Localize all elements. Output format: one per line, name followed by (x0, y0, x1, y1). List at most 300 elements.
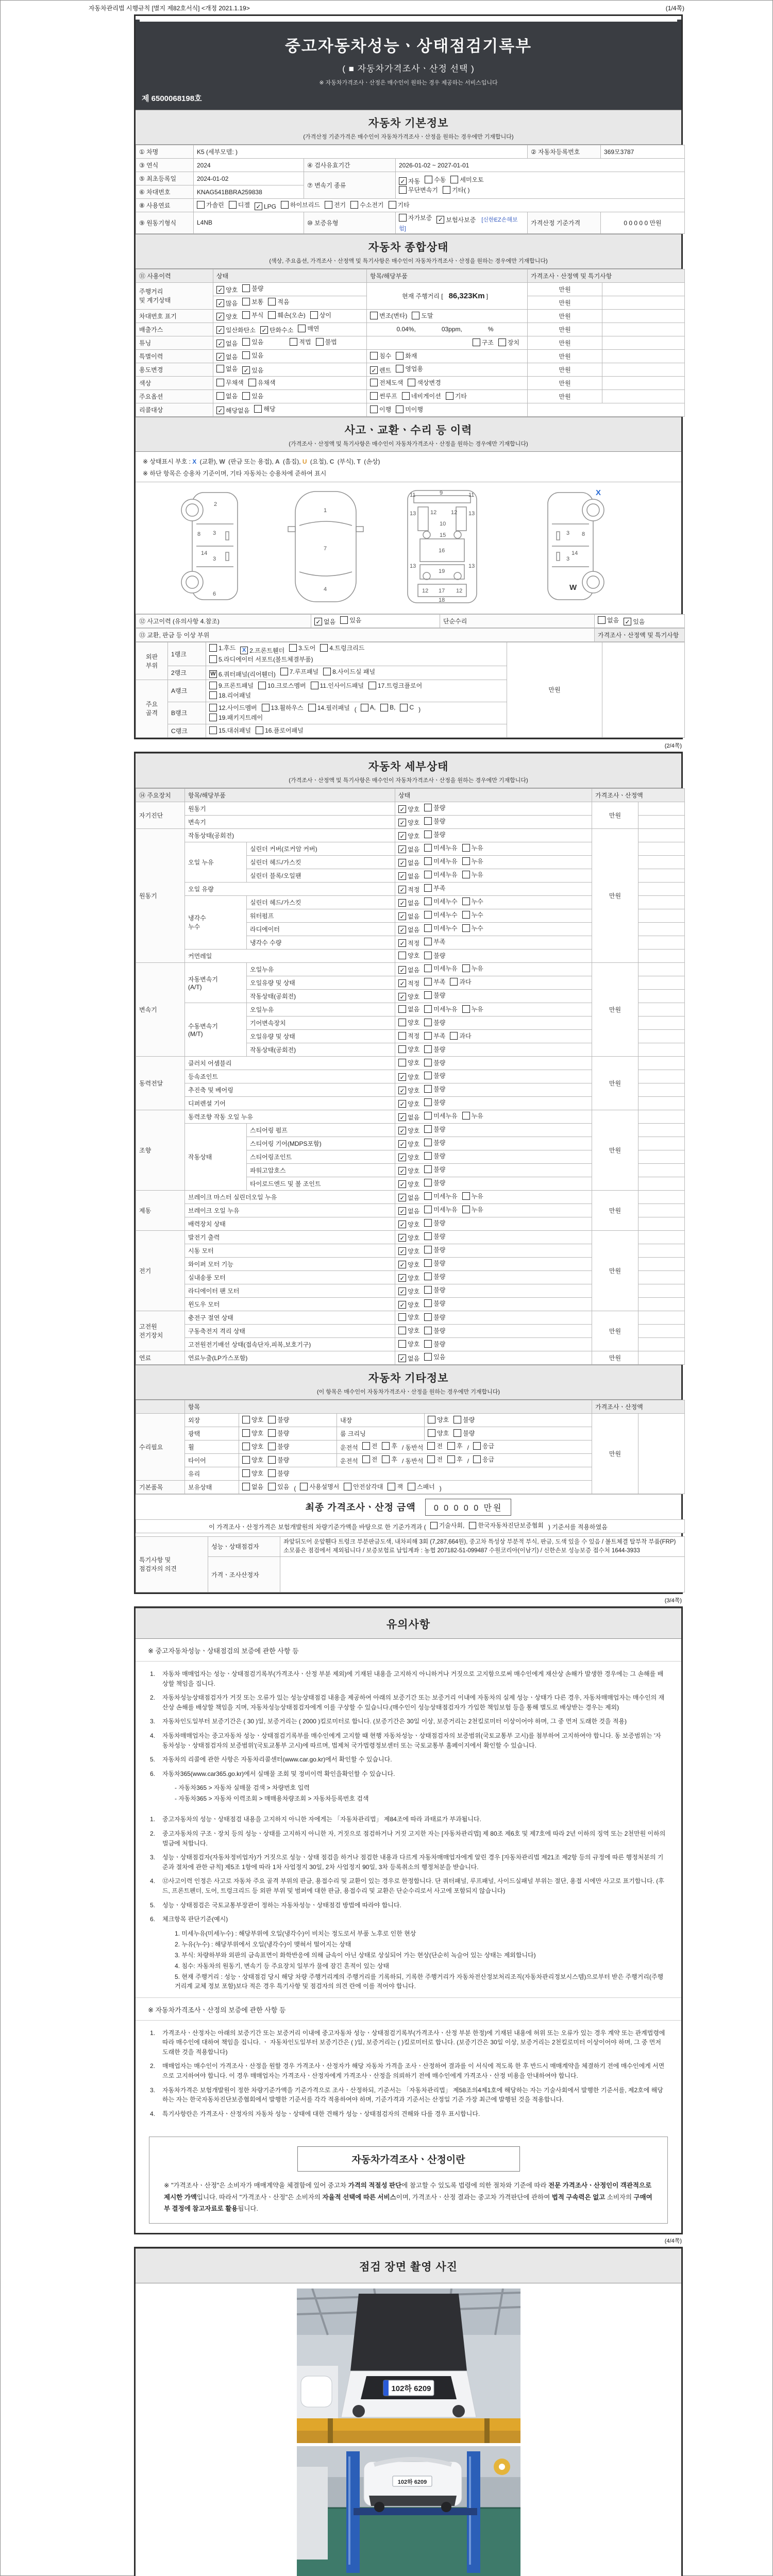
checkbox[interactable] (424, 1098, 432, 1106)
checkbox[interactable] (370, 379, 378, 386)
checkbox[interactable] (396, 405, 404, 413)
checkbox[interactable] (325, 201, 332, 209)
checkbox-label: 불량 (433, 1259, 446, 1267)
checkbox[interactable] (268, 1483, 276, 1490)
check-cell (395, 1177, 592, 1190)
checkbox[interactable]: ✓ (398, 1234, 406, 1242)
checkbox-label: 없음 (408, 846, 420, 854)
checkbox[interactable] (424, 991, 432, 999)
checkbox[interactable] (268, 298, 276, 306)
cell: 만원 (528, 323, 602, 336)
checkbox[interactable]: ✓ (216, 353, 224, 361)
checkbox[interactable] (443, 186, 450, 194)
checkbox[interactable] (469, 1522, 476, 1529)
checkbox[interactable] (382, 1442, 390, 1450)
page-4 (134, 2247, 683, 2576)
checkbox[interactable] (450, 1032, 458, 1040)
checkbox[interactable] (216, 379, 224, 386)
checkbox[interactable] (398, 1327, 406, 1334)
checkbox[interactable] (242, 392, 250, 400)
checkbox[interactable] (462, 1206, 470, 1213)
checkbox[interactable]: ✓ (398, 1261, 406, 1268)
checkbox[interactable]: ✓ (398, 1287, 406, 1295)
checkbox[interactable] (268, 1429, 276, 1437)
checkbox[interactable]: ✓ (398, 1100, 406, 1108)
checkbox[interactable] (361, 704, 368, 711)
cell: 오일유량 및 상태 (247, 976, 395, 989)
checkbox[interactable]: ✓ (216, 313, 224, 320)
checkbox[interactable] (424, 871, 432, 878)
table-row (136, 788, 685, 802)
check-cell (136, 1519, 685, 1533)
checkbox[interactable] (398, 1032, 406, 1040)
check-option (398, 939, 419, 947)
checkbox-label: 스패너 (416, 1483, 435, 1490)
checkbox[interactable] (350, 201, 358, 209)
checkbox[interactable]: ✓ (398, 845, 406, 853)
check-option (427, 1442, 443, 1450)
checkbox-label: 불량 (433, 1246, 446, 1253)
checkbox[interactable] (424, 1206, 432, 1213)
checkbox-label: 후 (457, 1443, 463, 1450)
checkbox[interactable]: ✓ (398, 832, 406, 840)
check-option (216, 406, 249, 415)
checkbox[interactable] (298, 325, 306, 332)
checkbox[interactable] (450, 176, 458, 183)
checkbox[interactable] (424, 1045, 432, 1053)
checkbox[interactable] (447, 1442, 455, 1450)
checkbox[interactable] (408, 379, 415, 386)
checkbox[interactable] (389, 201, 396, 209)
checkbox[interactable] (462, 911, 470, 919)
cell: 라디에이터 (247, 922, 395, 936)
checkbox[interactable] (424, 1059, 432, 1066)
checkbox[interactable] (268, 1456, 276, 1464)
checkbox[interactable] (462, 964, 470, 972)
check-option (424, 1285, 445, 1294)
checkbox[interactable] (370, 405, 378, 413)
checkbox[interactable] (462, 1192, 470, 1200)
checkbox[interactable] (424, 1032, 432, 1040)
checkbox[interactable] (344, 1483, 351, 1490)
checkbox-label: 8.사이드실 패널 (332, 668, 376, 675)
form-table (136, 628, 685, 642)
checkbox-label: 불량 (433, 1327, 446, 1334)
checkbox[interactable]: ✓ (398, 1301, 406, 1309)
check-option (424, 1352, 445, 1361)
checkbox[interactable] (424, 1286, 432, 1294)
checkbox[interactable] (242, 284, 250, 292)
checkbox[interactable] (424, 1232, 432, 1240)
checkbox-label: 있음 (633, 618, 645, 626)
checkbox-label: 불량 (433, 1340, 446, 1348)
checkbox[interactable] (268, 1469, 276, 1477)
checkbox[interactable]: ✓ (398, 872, 406, 880)
checkbox[interactable] (424, 1085, 432, 1093)
checkbox[interactable] (209, 682, 217, 689)
cell-text: ] (486, 292, 488, 300)
checkbox[interactable] (380, 704, 388, 711)
checkbox[interactable] (424, 1273, 432, 1280)
checkbox[interactable] (396, 352, 404, 360)
checkbox[interactable] (398, 1005, 406, 1013)
checkbox-label: 불량 (433, 1125, 446, 1133)
checkbox[interactable] (424, 1327, 432, 1334)
checkbox[interactable] (242, 1416, 250, 1423)
check-option (424, 1165, 445, 1174)
checkbox[interactable] (229, 201, 237, 209)
checkbox[interactable] (216, 365, 224, 372)
checkbox[interactable] (242, 311, 250, 319)
checkbox[interactable] (473, 1455, 481, 1463)
checkbox[interactable] (424, 831, 432, 838)
checkbox[interactable] (462, 844, 470, 852)
checkbox[interactable]: ✓ (398, 926, 406, 934)
checkbox[interactable] (399, 214, 407, 222)
checkbox[interactable] (242, 1443, 250, 1450)
checkbox[interactable]: ✓ (398, 1180, 406, 1188)
checkbox[interactable]: W (209, 670, 217, 678)
check-cell (194, 199, 685, 212)
checkbox[interactable] (428, 1429, 435, 1437)
checkbox[interactable]: ✓ (242, 366, 250, 374)
cell: 스티어링조인트 (247, 1150, 395, 1163)
checkbox[interactable] (362, 1455, 370, 1463)
checkbox[interactable] (450, 978, 458, 986)
check-option (399, 213, 432, 222)
checkbox[interactable]: ✓ (398, 1167, 406, 1175)
checkbox[interactable] (424, 1139, 432, 1146)
checkbox[interactable]: ✓ (370, 366, 378, 374)
checkbox[interactable] (216, 392, 224, 400)
checkbox[interactable]: ✓ (260, 326, 268, 334)
check-cell (395, 1190, 592, 1204)
cell (638, 1324, 685, 1337)
cell-text: ) 기준서를 적용하였음 (548, 1523, 608, 1531)
svg-text:14: 14 (201, 550, 208, 556)
table-row (136, 1536, 685, 1557)
checkbox[interactable] (289, 644, 297, 652)
cell: 주행거리 및 계기상태 (136, 282, 213, 309)
cell: 브레이크 오일 누유 (185, 1204, 395, 1217)
checkbox[interactable] (427, 1442, 435, 1450)
checkbox[interactable] (427, 1455, 435, 1463)
checkbox[interactable] (424, 817, 432, 825)
checkbox[interactable] (462, 871, 470, 878)
checkbox[interactable]: ✓ (398, 1087, 406, 1094)
check-option (398, 872, 419, 880)
checkbox[interactable]: ✓ (398, 966, 406, 974)
checkbox[interactable] (323, 668, 331, 675)
section-header-photos (136, 2248, 681, 2283)
checkbox[interactable] (424, 1299, 432, 1307)
cell: 배출가스 (136, 323, 213, 336)
checkbox[interactable] (258, 682, 266, 689)
checkbox[interactable] (242, 1429, 250, 1437)
cell: 만원 (528, 363, 602, 376)
checkbox[interactable] (311, 682, 318, 689)
checkbox[interactable] (424, 1219, 432, 1227)
checkbox[interactable] (368, 682, 376, 689)
check-option (398, 818, 419, 827)
checkbox[interactable] (370, 312, 378, 319)
checkbox[interactable] (424, 1152, 432, 1160)
checkbox[interactable]: ✓ (399, 177, 407, 185)
checkbox[interactable] (248, 379, 256, 386)
svg-text:8: 8 (197, 531, 201, 537)
checkbox[interactable] (242, 1483, 250, 1490)
checkbox[interactable] (424, 1112, 432, 1120)
checkbox[interactable]: ✓ (216, 406, 224, 414)
checkbox[interactable] (598, 616, 606, 624)
checkbox[interactable]: ✓ (398, 1207, 406, 1215)
checkbox[interactable] (424, 1313, 432, 1321)
checkbox[interactable] (462, 1005, 470, 1013)
cell: L4NB (194, 212, 304, 234)
checkbox[interactable] (447, 1455, 455, 1463)
checkbox[interactable] (462, 924, 470, 932)
checkbox[interactable] (473, 338, 480, 346)
checkbox[interactable] (424, 1246, 432, 1253)
cell: 고전원전기배선 상태(접속단자,피복,보호기구) (185, 1337, 395, 1351)
checkbox[interactable] (473, 1442, 481, 1450)
check-option (450, 175, 483, 184)
cell: 가격ㆍ조사산정자 (208, 1557, 280, 1592)
table-row (136, 376, 685, 389)
checkbox[interactable] (242, 1456, 250, 1464)
checkbox[interactable] (424, 1353, 432, 1361)
checkbox[interactable] (370, 392, 378, 400)
checkbox[interactable] (430, 1522, 438, 1529)
checkbox[interactable] (254, 405, 262, 413)
checkbox[interactable] (268, 1416, 276, 1423)
checkbox-label: 양호 (408, 952, 420, 959)
check-option (424, 1111, 457, 1120)
checkbox[interactable] (424, 938, 432, 945)
checkbox[interactable]: ✓ (398, 912, 406, 920)
checkbox[interactable] (462, 857, 470, 865)
checkbox[interactable] (256, 726, 263, 734)
checkbox[interactable] (242, 1469, 250, 1477)
checkbox[interactable] (382, 1455, 390, 1463)
checkbox[interactable] (281, 201, 289, 209)
check-option (469, 1521, 544, 1530)
checkbox[interactable] (424, 1192, 432, 1200)
checkbox[interactable] (209, 704, 217, 711)
check-option (424, 857, 457, 866)
checkbox[interactable] (453, 1429, 461, 1437)
checkbox[interactable]: ✓ (216, 286, 224, 294)
section-subtitle: (이 항목은 매수인이 자동차가격조사ㆍ산정을 원하는 경우에만 기재합니다) (316, 1388, 500, 1395)
checkbox[interactable] (424, 952, 432, 959)
cell: 성능ㆍ상태점검자 (208, 1536, 280, 1557)
checkbox[interactable]: ✓ (398, 819, 406, 826)
cell: K5 (세부모델: ) (194, 145, 528, 159)
checkbox-label: 상이 (319, 311, 331, 319)
checkbox-label: 세미오토 (460, 176, 484, 183)
price-assessment-definition-box (149, 2137, 668, 2224)
cell: 실린더 헤드/가스킷 (247, 855, 395, 869)
checkbox-label: 없음 (226, 340, 238, 348)
checkbox[interactable] (209, 714, 217, 721)
checkbox[interactable]: ✓ (398, 979, 406, 987)
checkbox[interactable] (424, 1259, 432, 1267)
check-option (311, 681, 364, 690)
checkbox[interactable] (424, 964, 432, 972)
checkbox[interactable] (424, 1165, 432, 1173)
check-option (209, 643, 236, 652)
checkbox[interactable]: ✓ (398, 1221, 406, 1228)
checkbox[interactable]: ✓ (314, 618, 322, 625)
checkbox[interactable]: ✓ (398, 899, 406, 907)
check-option (424, 843, 457, 852)
checkbox[interactable]: ✓ (398, 1073, 406, 1081)
checkbox[interactable] (209, 644, 217, 652)
check-cell (239, 1453, 337, 1467)
checkbox[interactable]: ✓ (255, 202, 262, 210)
checkbox[interactable] (316, 338, 324, 346)
checkbox[interactable] (396, 365, 404, 372)
notice-item-number: 2. (150, 2062, 156, 2070)
checkbox[interactable] (209, 691, 217, 699)
checkbox[interactable] (242, 351, 250, 359)
checkbox-label: 전 (371, 1456, 378, 1463)
checkbox[interactable] (424, 884, 432, 892)
check-cell (395, 1163, 592, 1177)
checkbox[interactable]: X (240, 647, 248, 654)
cell: 구동축전지 격리 상태 (185, 1324, 395, 1337)
checkbox[interactable] (424, 844, 432, 852)
checkbox[interactable] (398, 952, 406, 959)
checkbox[interactable] (424, 1179, 432, 1187)
checkbox[interactable]: ✓ (398, 1154, 406, 1161)
section-title: 자동차 기본정보 (368, 117, 449, 129)
checkbox[interactable]: ✓ (398, 1140, 406, 1148)
cell: 2랭크 (168, 666, 206, 680)
checkbox[interactable] (209, 655, 217, 663)
checkbox[interactable] (209, 726, 217, 734)
checkbox[interactable] (400, 704, 408, 711)
checkbox[interactable]: ✓ (398, 1354, 406, 1362)
checkbox[interactable]: ✓ (398, 1247, 406, 1255)
checkbox[interactable] (398, 1019, 406, 1026)
cell: 만원 (592, 828, 638, 962)
definition-box-text (164, 2180, 653, 2215)
checkbox[interactable] (428, 1416, 435, 1423)
checkbox[interactable] (290, 338, 297, 346)
check-cell (239, 1413, 337, 1427)
cell-text: [신한EZ손해보험] (399, 217, 518, 232)
checkbox[interactable] (197, 201, 205, 209)
checkbox[interactable] (398, 1045, 406, 1053)
check-option (424, 1232, 445, 1241)
cell: 만원 (528, 309, 602, 323)
checkbox[interactable] (300, 1483, 308, 1490)
checkbox[interactable]: ✓ (398, 1274, 406, 1282)
checkbox[interactable] (424, 857, 432, 865)
checkbox[interactable] (453, 1416, 461, 1423)
cell: 항목 (185, 1400, 592, 1413)
checkbox[interactable] (262, 704, 270, 711)
checkbox[interactable] (398, 1313, 406, 1321)
checkbox[interactable] (370, 352, 378, 360)
checkbox[interactable] (462, 1112, 470, 1120)
checkbox[interactable] (408, 1483, 415, 1490)
checkbox[interactable]: ✓ (398, 939, 406, 947)
checkbox-label: 불량 (463, 1416, 475, 1423)
checkbox[interactable]: ✓ (398, 1194, 406, 1201)
checkbox[interactable] (424, 897, 432, 905)
checkbox[interactable]: ✓ (398, 1127, 406, 1134)
checkbox[interactable] (402, 392, 410, 400)
checkbox[interactable]: ✓ (216, 326, 224, 334)
checkbox[interactable] (425, 176, 432, 183)
checkbox[interactable] (362, 1442, 370, 1450)
check-option (624, 617, 645, 626)
cell (638, 882, 685, 895)
checkbox[interactable] (388, 1483, 395, 1490)
checkbox[interactable] (424, 978, 432, 986)
checkbox[interactable] (462, 897, 470, 905)
checkbox[interactable] (268, 1443, 276, 1450)
check-option (268, 1469, 289, 1478)
checkbox[interactable] (399, 186, 407, 194)
checkbox[interactable] (446, 392, 453, 400)
checkbox[interactable] (280, 668, 288, 675)
checkbox[interactable]: ✓ (216, 340, 224, 347)
checkbox[interactable] (320, 644, 328, 652)
checkbox[interactable] (424, 1019, 432, 1026)
checkbox-label: 있음 (277, 1483, 290, 1490)
checkbox[interactable] (398, 1340, 406, 1348)
check-cell (395, 828, 592, 842)
checkbox[interactable]: ✓ (398, 805, 406, 813)
checkbox[interactable]: ✓ (436, 216, 444, 224)
checkbox[interactable]: ✓ (624, 618, 631, 625)
checkbox[interactable] (268, 311, 276, 319)
check-option (325, 200, 346, 209)
checkbox[interactable] (424, 1125, 432, 1133)
checkbox-label: 13.휠하우스 (271, 704, 304, 711)
checkbox-label: 없음 (408, 900, 420, 907)
inspector-remarks-table (136, 1536, 681, 1593)
checkbox[interactable] (424, 1072, 432, 1079)
checkbox[interactable]: ✓ (216, 299, 224, 307)
checkbox[interactable] (424, 1005, 432, 1013)
checkbox[interactable]: ✓ (398, 993, 406, 1001)
checkbox[interactable] (498, 338, 506, 346)
check-cell (213, 403, 367, 416)
checkbox[interactable] (340, 616, 348, 624)
checkbox[interactable] (424, 804, 432, 811)
check-cell (395, 1083, 592, 1096)
checkbox[interactable] (424, 1340, 432, 1348)
checkbox[interactable] (242, 298, 250, 306)
cell (638, 1043, 685, 1056)
checkbox[interactable] (310, 311, 318, 319)
cell (602, 336, 685, 349)
checkbox-label: 침수 (379, 352, 392, 360)
checkbox[interactable] (412, 312, 419, 319)
checkbox[interactable] (308, 704, 316, 711)
checkbox[interactable] (424, 924, 432, 932)
checkbox[interactable] (424, 911, 432, 919)
checkbox[interactable]: ✓ (398, 886, 406, 893)
checkbox[interactable]: ✓ (398, 859, 406, 867)
checkbox[interactable]: ✓ (398, 1113, 406, 1121)
checkbox[interactable] (242, 338, 250, 346)
checkbox[interactable] (398, 1059, 406, 1066)
